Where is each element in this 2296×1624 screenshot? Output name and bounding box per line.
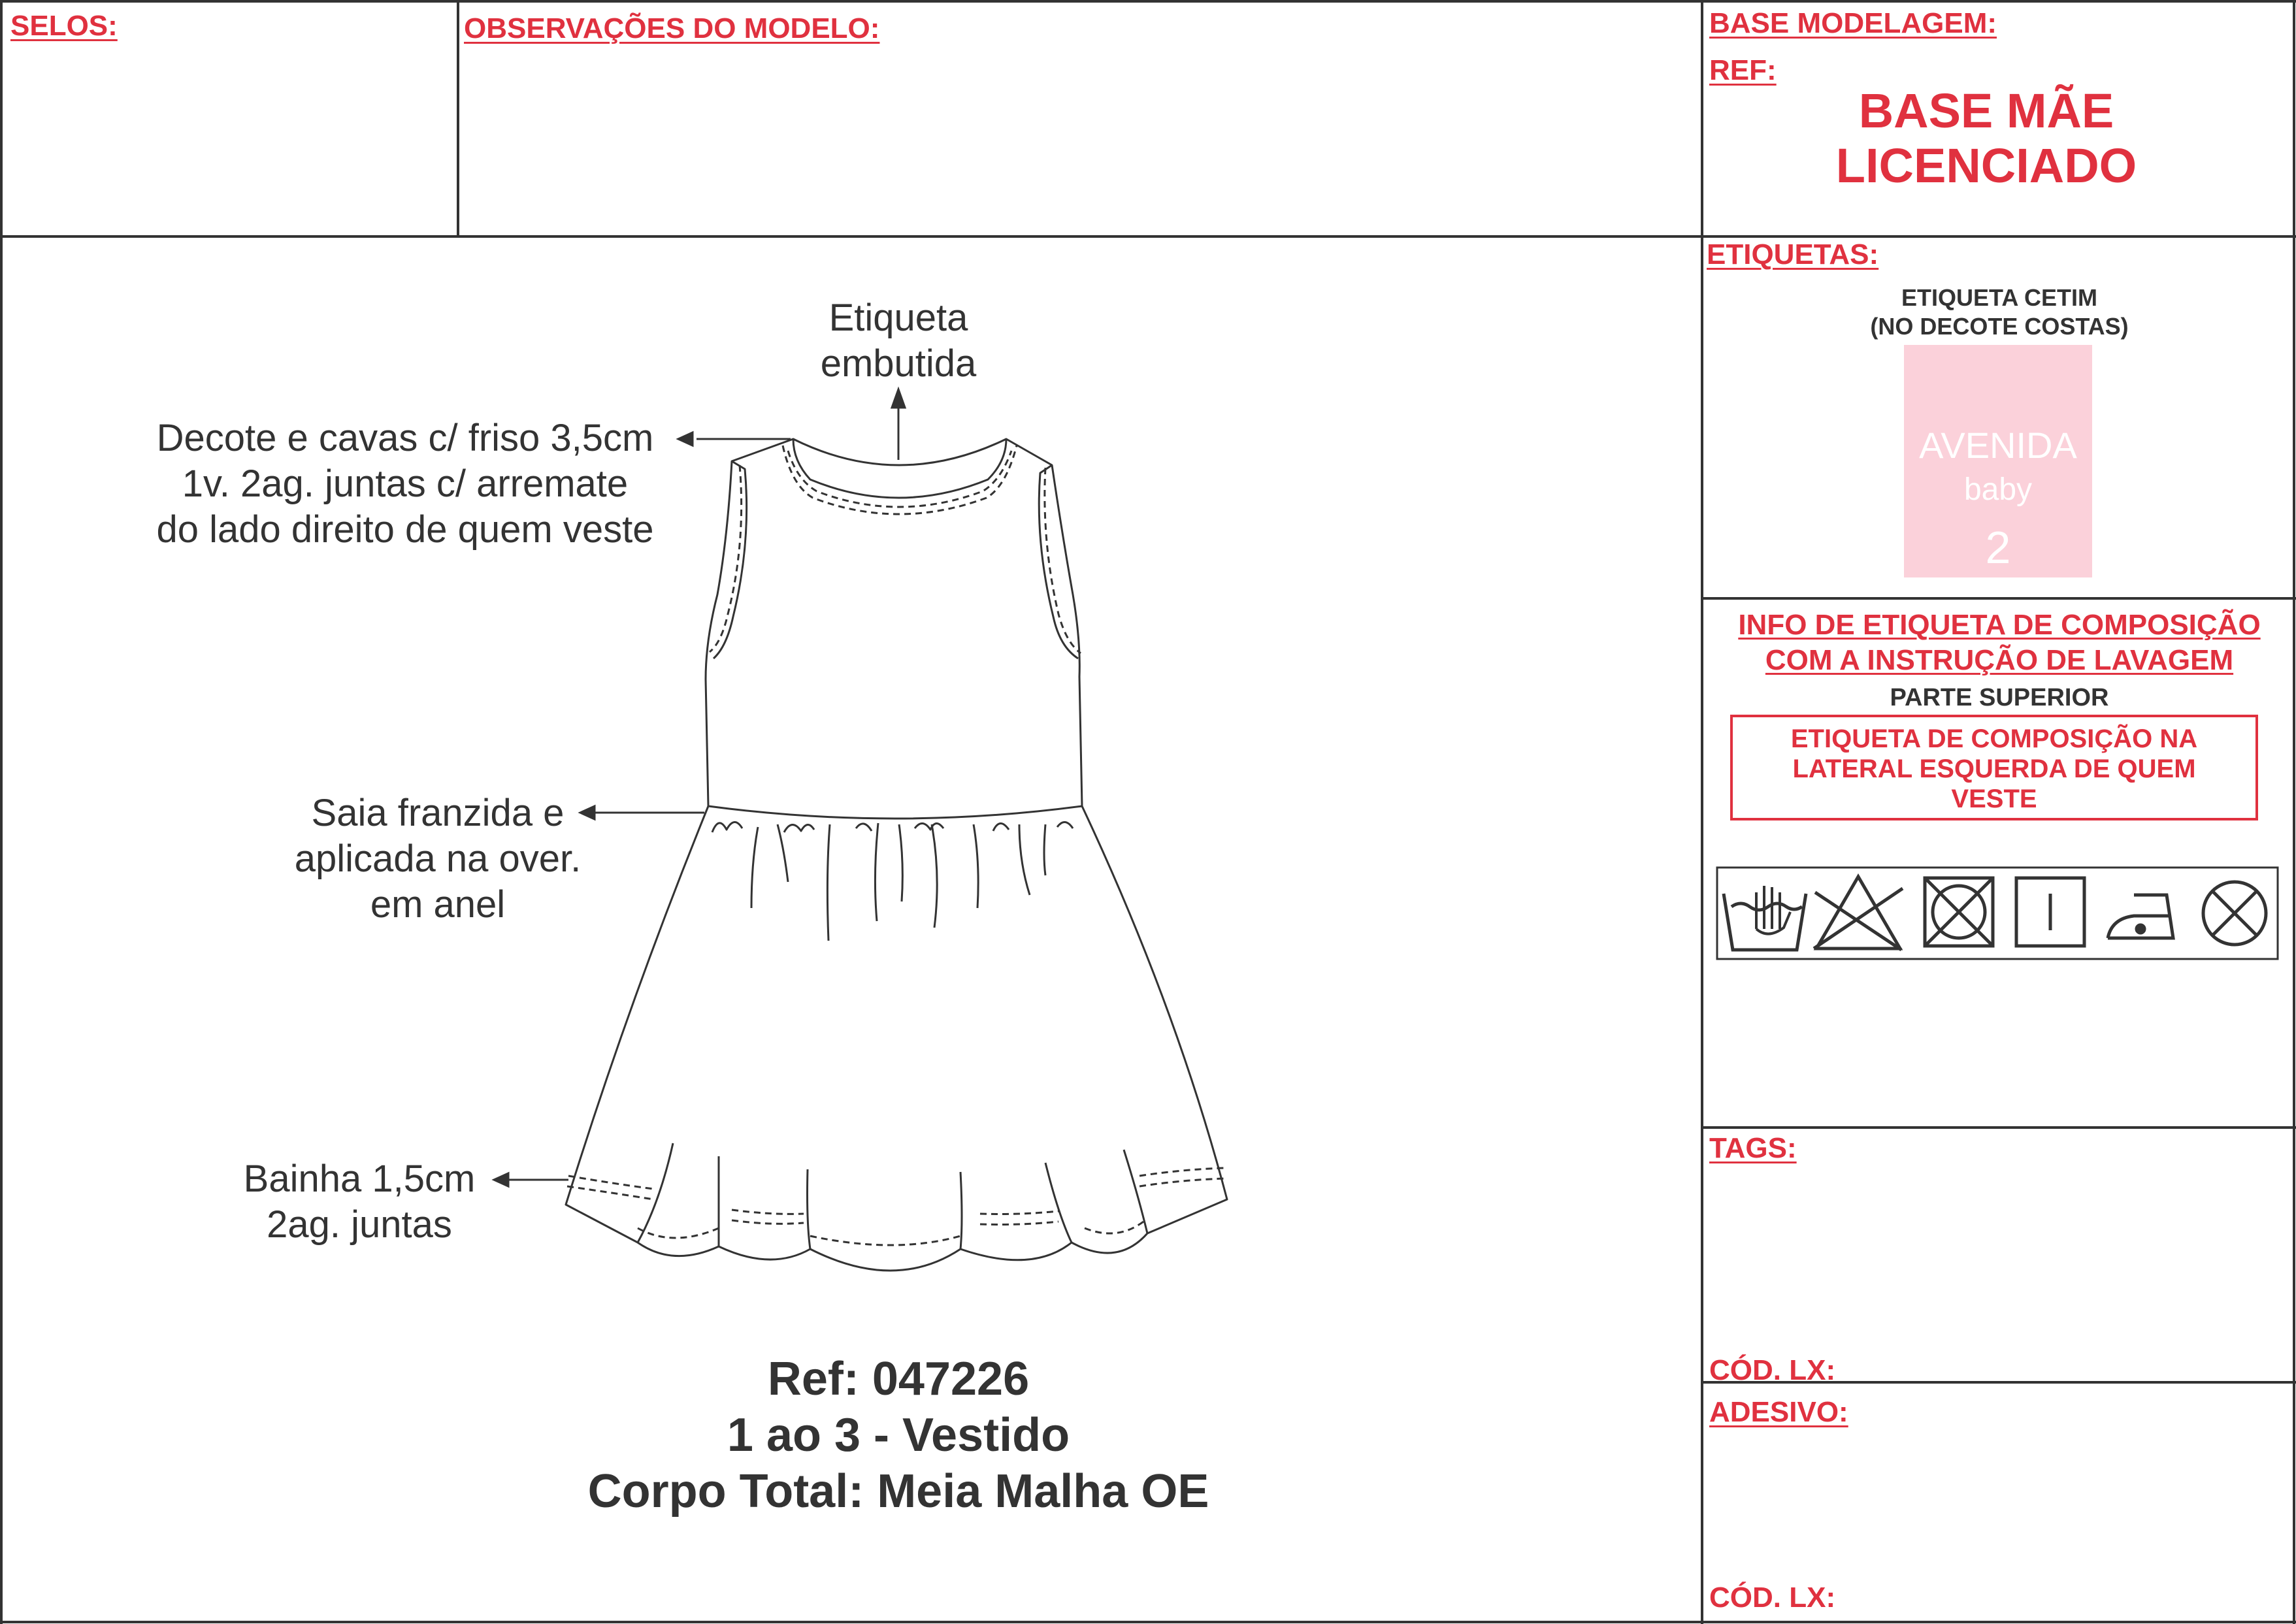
ref-label: REF: <box>1709 54 1777 86</box>
adesivo-label: ADESIVO: <box>1709 1396 1848 1428</box>
care-symbols <box>1716 866 2279 960</box>
dress-skirt <box>566 806 1227 1271</box>
callout-bainha-line2: 2ag. juntas <box>267 1203 452 1246</box>
callout-etiqueta <box>745 295 1052 387</box>
observacoes-label: OBSERVAÇÕES DO MODELO: <box>464 12 880 44</box>
composicao-box <box>1730 715 2258 820</box>
cod-lx-adesivo-label: CÓD. LX: <box>1709 1582 1836 1614</box>
composicao-part: PARTE SUPERIOR <box>1890 684 2109 711</box>
callout-etiqueta-line1: Etiqueta <box>828 297 968 339</box>
callout-saia <box>261 790 614 928</box>
etiqueta-cetim-line1: ETIQUETA CETIM <box>1901 284 2097 311</box>
callout-bainha <box>196 1156 523 1248</box>
base-title <box>1725 84 2248 193</box>
frame-bottom <box>0 1621 2296 1623</box>
callout-decote <box>124 415 686 553</box>
low-iron-icon <box>2108 895 2173 938</box>
etiqueta-size: 2 <box>1985 522 2011 573</box>
no-dry-clean-icon <box>2203 882 2266 945</box>
product-model: 1 ao 3 - Vestido <box>727 1409 1070 1461</box>
callout-decote-line1: Decote e cavas c/ friso 3,5cm <box>156 417 654 459</box>
line-dry-icon <box>2016 878 2084 946</box>
product-ref: Ref: 047226 <box>767 1353 1030 1405</box>
etiqueta-cetim-line2: (NO DECOTE COSTAS) <box>1870 313 2129 340</box>
etiqueta-brand: AVENIDA <box>1919 425 2077 466</box>
callout-etiqueta-line2: embutida <box>820 342 977 385</box>
composicao-box-line2: LATERAL ESQUERDA DE QUEM <box>1792 755 2196 783</box>
dress-bodice <box>706 439 1082 819</box>
callout-saia-line3: em anel <box>370 883 506 926</box>
callout-bainha-line1: Bainha 1,5cm <box>243 1158 476 1200</box>
composicao-title-line2: COM A INSTRUÇÃO DE LAVAGEM <box>1765 644 2234 676</box>
etiqueta-brand-sub: baby <box>1963 472 2033 507</box>
divider-tags <box>1701 1126 2296 1129</box>
no-bleach-icon <box>1814 877 1903 950</box>
composicao-title <box>1705 608 2293 678</box>
product-info <box>457 1351 1339 1519</box>
composicao-title-line1: INFO DE ETIQUETA DE COMPOSIÇÃO <box>1738 609 2261 641</box>
callout-saia-line1: Saia franzida e <box>311 792 565 834</box>
product-body: Corpo Total: Meia Malha OE <box>587 1465 1209 1518</box>
selos-label: SELOS: <box>10 10 118 42</box>
base-title-line1: BASE MÃE <box>1858 84 2114 138</box>
etiquetas-label: ETIQUETAS: <box>1707 238 1879 270</box>
no-tumble-dry-icon <box>1925 878 1993 946</box>
composicao-box-line3: VESTE <box>1951 785 2037 813</box>
cod-lx-tags-label: CÓD. LX: <box>1709 1354 1836 1386</box>
etiqueta-cetim-caption <box>1803 284 2195 341</box>
hand-wash-icon <box>1724 886 1806 950</box>
callout-decote-line3: do lado direito de quem veste <box>156 508 654 551</box>
base-title-line2: LICENCIADO <box>1835 138 2137 193</box>
callout-saia-line2: aplicada na over. <box>294 837 582 880</box>
callout-decote-line2: 1v. 2ag. juntas c/ arremate <box>182 463 629 505</box>
tags-label: TAGS: <box>1709 1132 1797 1164</box>
base-modelagem-label: BASE MODELAGEM: <box>1709 7 1997 39</box>
divider-etiquetas <box>1701 597 2296 600</box>
composicao-box-line1: ETIQUETA DE COMPOSIÇÃO NA <box>1790 724 2198 753</box>
